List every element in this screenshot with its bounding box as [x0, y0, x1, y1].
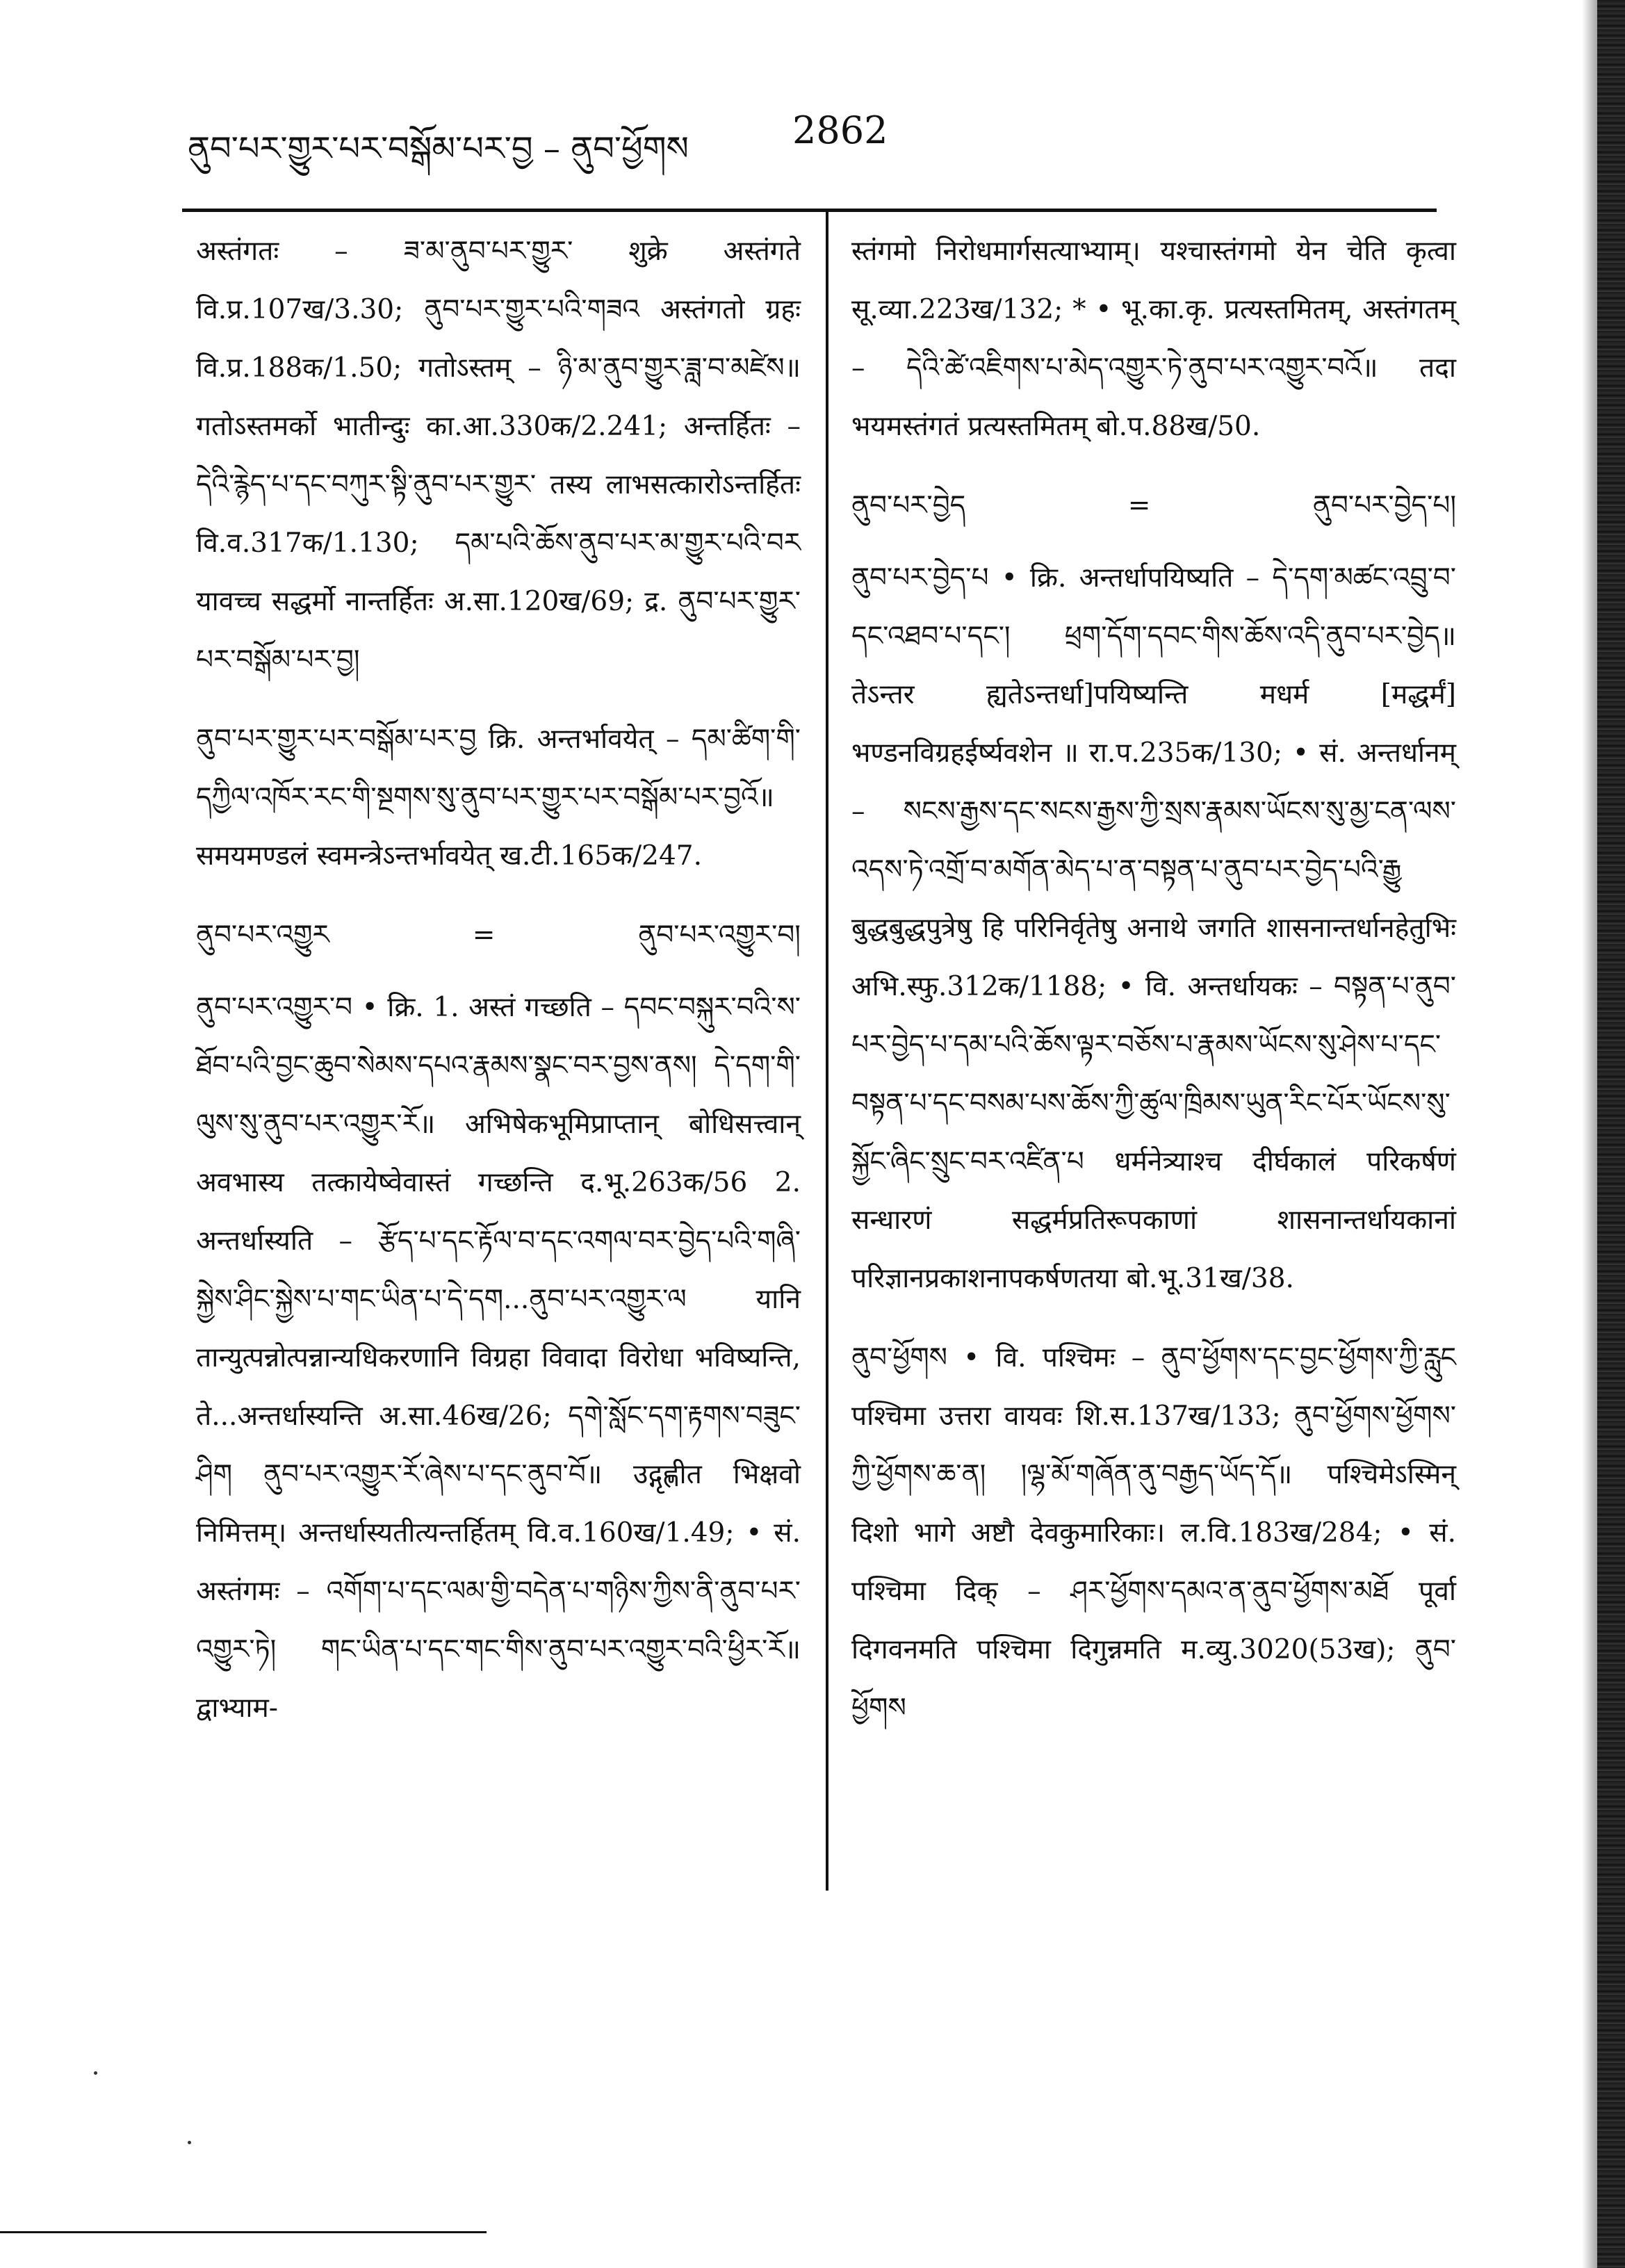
- equivalence-row: [851, 477, 1456, 535]
- entry-asta-gata: अस्तंगतः – ཟ་མ་ནུབ་པར་གྱུར་ शुक्रे अस्तंगते वि.प्र.107ख/3.30; ནུབ་པར་གྱུར་པའི་གཟའ अस्तंगतो ग्रहः वि.प्र.188क/1.50; गतोऽस्तम् – ཉི་མ་ནུབ་གྱུར་ཟླ་བ་མཛེས॥ गतोऽस्तमर्को भातीन्दुः का.आ.330क/2.241; अन्तर्हितः – དེའི་རྙེད་པ་དང་བཀུར་སྟི་ནུབ་པར་གྱུར་ तस्य लाभसत्कारोऽन्तर्हितः वि.व.317क/1.130; དམ་པའི་ཆོས་ནུབ་པར་མ་གྱུར་པའི་བར यावच्च सद्धर्मो नान्तर्हितः अ.सा.120ख/69; द्र. ནུབ་པར་གྱུར་པར་བསྒོམ་པར་བྱ།: [196, 236, 801, 676]
- eq-headword: ནུབ་པར་བྱེད: [851, 490, 966, 521]
- page-header: [188, 104, 1404, 168]
- header-title: ནུབ་པར་གྱུར་པར་བསྒོམ་པར་བྱ – ནུབ་ཕྱོགས: [188, 129, 689, 168]
- entry-antardhapayisyati: ནུབ་པར་བྱེད་པ • क्रि. अन्तर्धापयिष्यति – དེ་དག་མཚང་འབྲུ་བ་དང་འཐབ་པ་དང་། ཕྲག་དོག་དབང་གིས་ཆོས་འདི་ནུབ་པར་བྱེད॥ तेऽन्तर ह्यतेऽन्तर्धा]पयिष्यन्ति मधर्म [मद्धर्मं] भण्डनविग्रहईर्ष्यवशेन ॥ रा.प.235क/130; • सं. अन्तर्धानम् – སངས་རྒྱས་དང་སངས་རྒྱས་ཀྱི་སྲས་རྣམས་ཡོངས་སུ་མྱ་ངན་ལས་འདས་ཏེ་འགྲོ་བ་མགོན་མེད་པ་ན་བསྟན་པ་ནུབ་པར་བྱེད་པའི་རྒྱུ बुद्धबुद्धपुत्रेषु हि परिनिर्वृतेषु अनाथे जगति शासनान्तर्धानहेतुभिः अभि.स्फु.312क/1188; • वि. अन्तर्धायकः – བསྟན་པ་ནུབ་པར་བྱེད་པ་དམ་པའི་ཆོས་ལྟར་བཅོས་པ་རྣམས་ཡོངས་སུ་ཤེས་པ་དང་བསྟན་པ་དང་བསམ་པས་ཆོས་ཀྱི་ཚུལ་ཁྲིམས་ཡུན་རིང་པོར་ཡོངས་སུ་སྐྱོང་ཞིང་སྲུང་བར་འཛིན་པ धर्मनेत्र्याश्च दीर्घकालं परिकर्षणं सन्धारणं सद्धर्मप्रतिरूपकाणां शासनान्तर्धायकानां परिज्ञानप्रकाशनापकर्षणतया बो.भू.31ख/38.: [851, 562, 1456, 1294]
- column-divider: [826, 209, 828, 1891]
- eq-sign: =: [472, 920, 496, 951]
- footer-rule: [0, 2231, 487, 2233]
- scan-edge: [1597, 0, 1625, 2268]
- equivalence-row: [196, 906, 801, 965]
- eq-target: ནུབ་པར་འགྱུར་བ།: [638, 920, 801, 951]
- page-number: 2862: [792, 108, 888, 152]
- right-column: [851, 222, 1456, 1759]
- eq-target: ནུབ་པར་བྱེད་པ།: [1312, 490, 1456, 521]
- left-column: [196, 222, 801, 1759]
- eq-headword: ནུབ་པར་འགྱུར: [196, 920, 329, 951]
- eq-sign: =: [1127, 490, 1151, 521]
- scan-edge-shadow: [1582, 0, 1597, 2268]
- entry-antarbhavayet: ནུབ་པར་གྱུར་པར་བསྒོམ་པར་བྱ क्रि. अन्तर्भावयेत् – དམ་ཚིག་གི་དཀྱིལ་འཁོར་རང་གི་སྔགས་སུ་ནུབ་པར་གྱུར་པར་བསྒོམ་པར་བྱའོ॥ समयमण्डलं स्वमन्त्रेऽन्तर्भावयेत् ख.टी.165क/247.: [196, 724, 801, 872]
- entry-astangama-cont: स्तंगमो निरोधमार्गसत्याभ्याम्। यश्चास्तंगमो येन चेति कृत्वा सू.व्या.223ख/132; * • भू.का.कृ. प्रत्यस्तमितम्, अस्तंगतम् – དེའི་ཚེ་འཇིགས་པ་མེད་འགྱུར་ཏེ་ནུབ་པར་འགྱུར་བའོ॥ तदा भयमस्तंगतं प्रत्यस्तमितम् बो.प.88ख/50.: [851, 236, 1456, 442]
- scan-speck: [188, 2141, 191, 2144]
- scan-speck: [94, 2071, 97, 2075]
- entry-pascimah: ནུབ་ཕྱོགས • वि. पश्चिमः – ནུབ་ཕྱོགས་དང་བྱང་ཕྱོགས་ཀྱི་རླུང पश्चिमा उत्तरा वायवः शि.स.137ख/133; ནུབ་ཕྱོགས་ཕྱོགས་ཀྱི་ཕྱོགས་ཆ་ན། །ལྷ་མོ་གཞོན་ནུ་བརྒྱད་ཡོད་དོ॥ पश्चिमेऽस्मिन् दिशो भागे अष्टौ देवकुमारिकाः। ल.वि.183ख/284; • सं. पश्चिमा दिक् – ཤར་ཕྱོགས་དམའ་ན་ནུབ་ཕྱོགས་མཐོ पूर्वा दिगवनमति पश्चिमा दिगुन्नमति म.व्यु.3020(53ख); ནུབ་ཕྱོགས: [851, 1342, 1456, 1724]
- entry-astam-gacchati: ནུབ་པར་འགྱུར་བ • क्रि. 1. अस्तं गच्छति – དབང་བསྐུར་བའི་ས་ཐོབ་པའི་བྱང་ཆུབ་སེམས་དཔའ་རྣམས་སྣང་བར་བྱས་ནས། དེ་དག་གི་ལུས་སུ་ནུབ་པར་འགྱུར་རོ॥ अभिषेकभूमिप्राप्तान् बोधिसत्त्वान् अवभास्य तत्कायेष्वेवास्तं गच्छन्ति द.भू.263क/56 2. अन्तर्धास्यति – རྩོད་པ་དང་རྟོལ་བ་དང་འགལ་བར་བྱེད་པའི་གཞི་སྐྱེས་ཤིང་སྐྱེས་པ་གང་ཡིན་པ་དེ་དག...ནུབ་པར་འགྱུར་ལ यानि तान्युत्पन्नोत्पन्नान्यधिकरणानि विग्रहा विवादा विरोधा भविष्यन्ति, ते...अन्तर्धास्यन्ति अ.सा.46ख/26; དགེ་སློང་དག་རྟགས་བཟུང་ཤིག ནུབ་པར་འགྱུར་རོ་ཞེས་པ་དང་ནུབ་བོ॥ उद्गृह्णीत भिक्षवो निमित्तम्। अन्तर्धास्यतीत्यन्तर्हितम् वि.व.160ख/1.49; • सं. अस्तंगमः – འགོག་པ་དང་ལམ་གྱི་བདེན་པ་གཉིས་ཀྱིས་ནི་ནུབ་པར་འགྱུར་ཏེ། གང་ཡིན་པ་དང་གང་གིས་ནུབ་པར་འགྱུར་བའི་ཕྱིར་རོ॥ द्वाभ्याम-: [196, 992, 801, 1724]
- header-rule: [182, 209, 1437, 212]
